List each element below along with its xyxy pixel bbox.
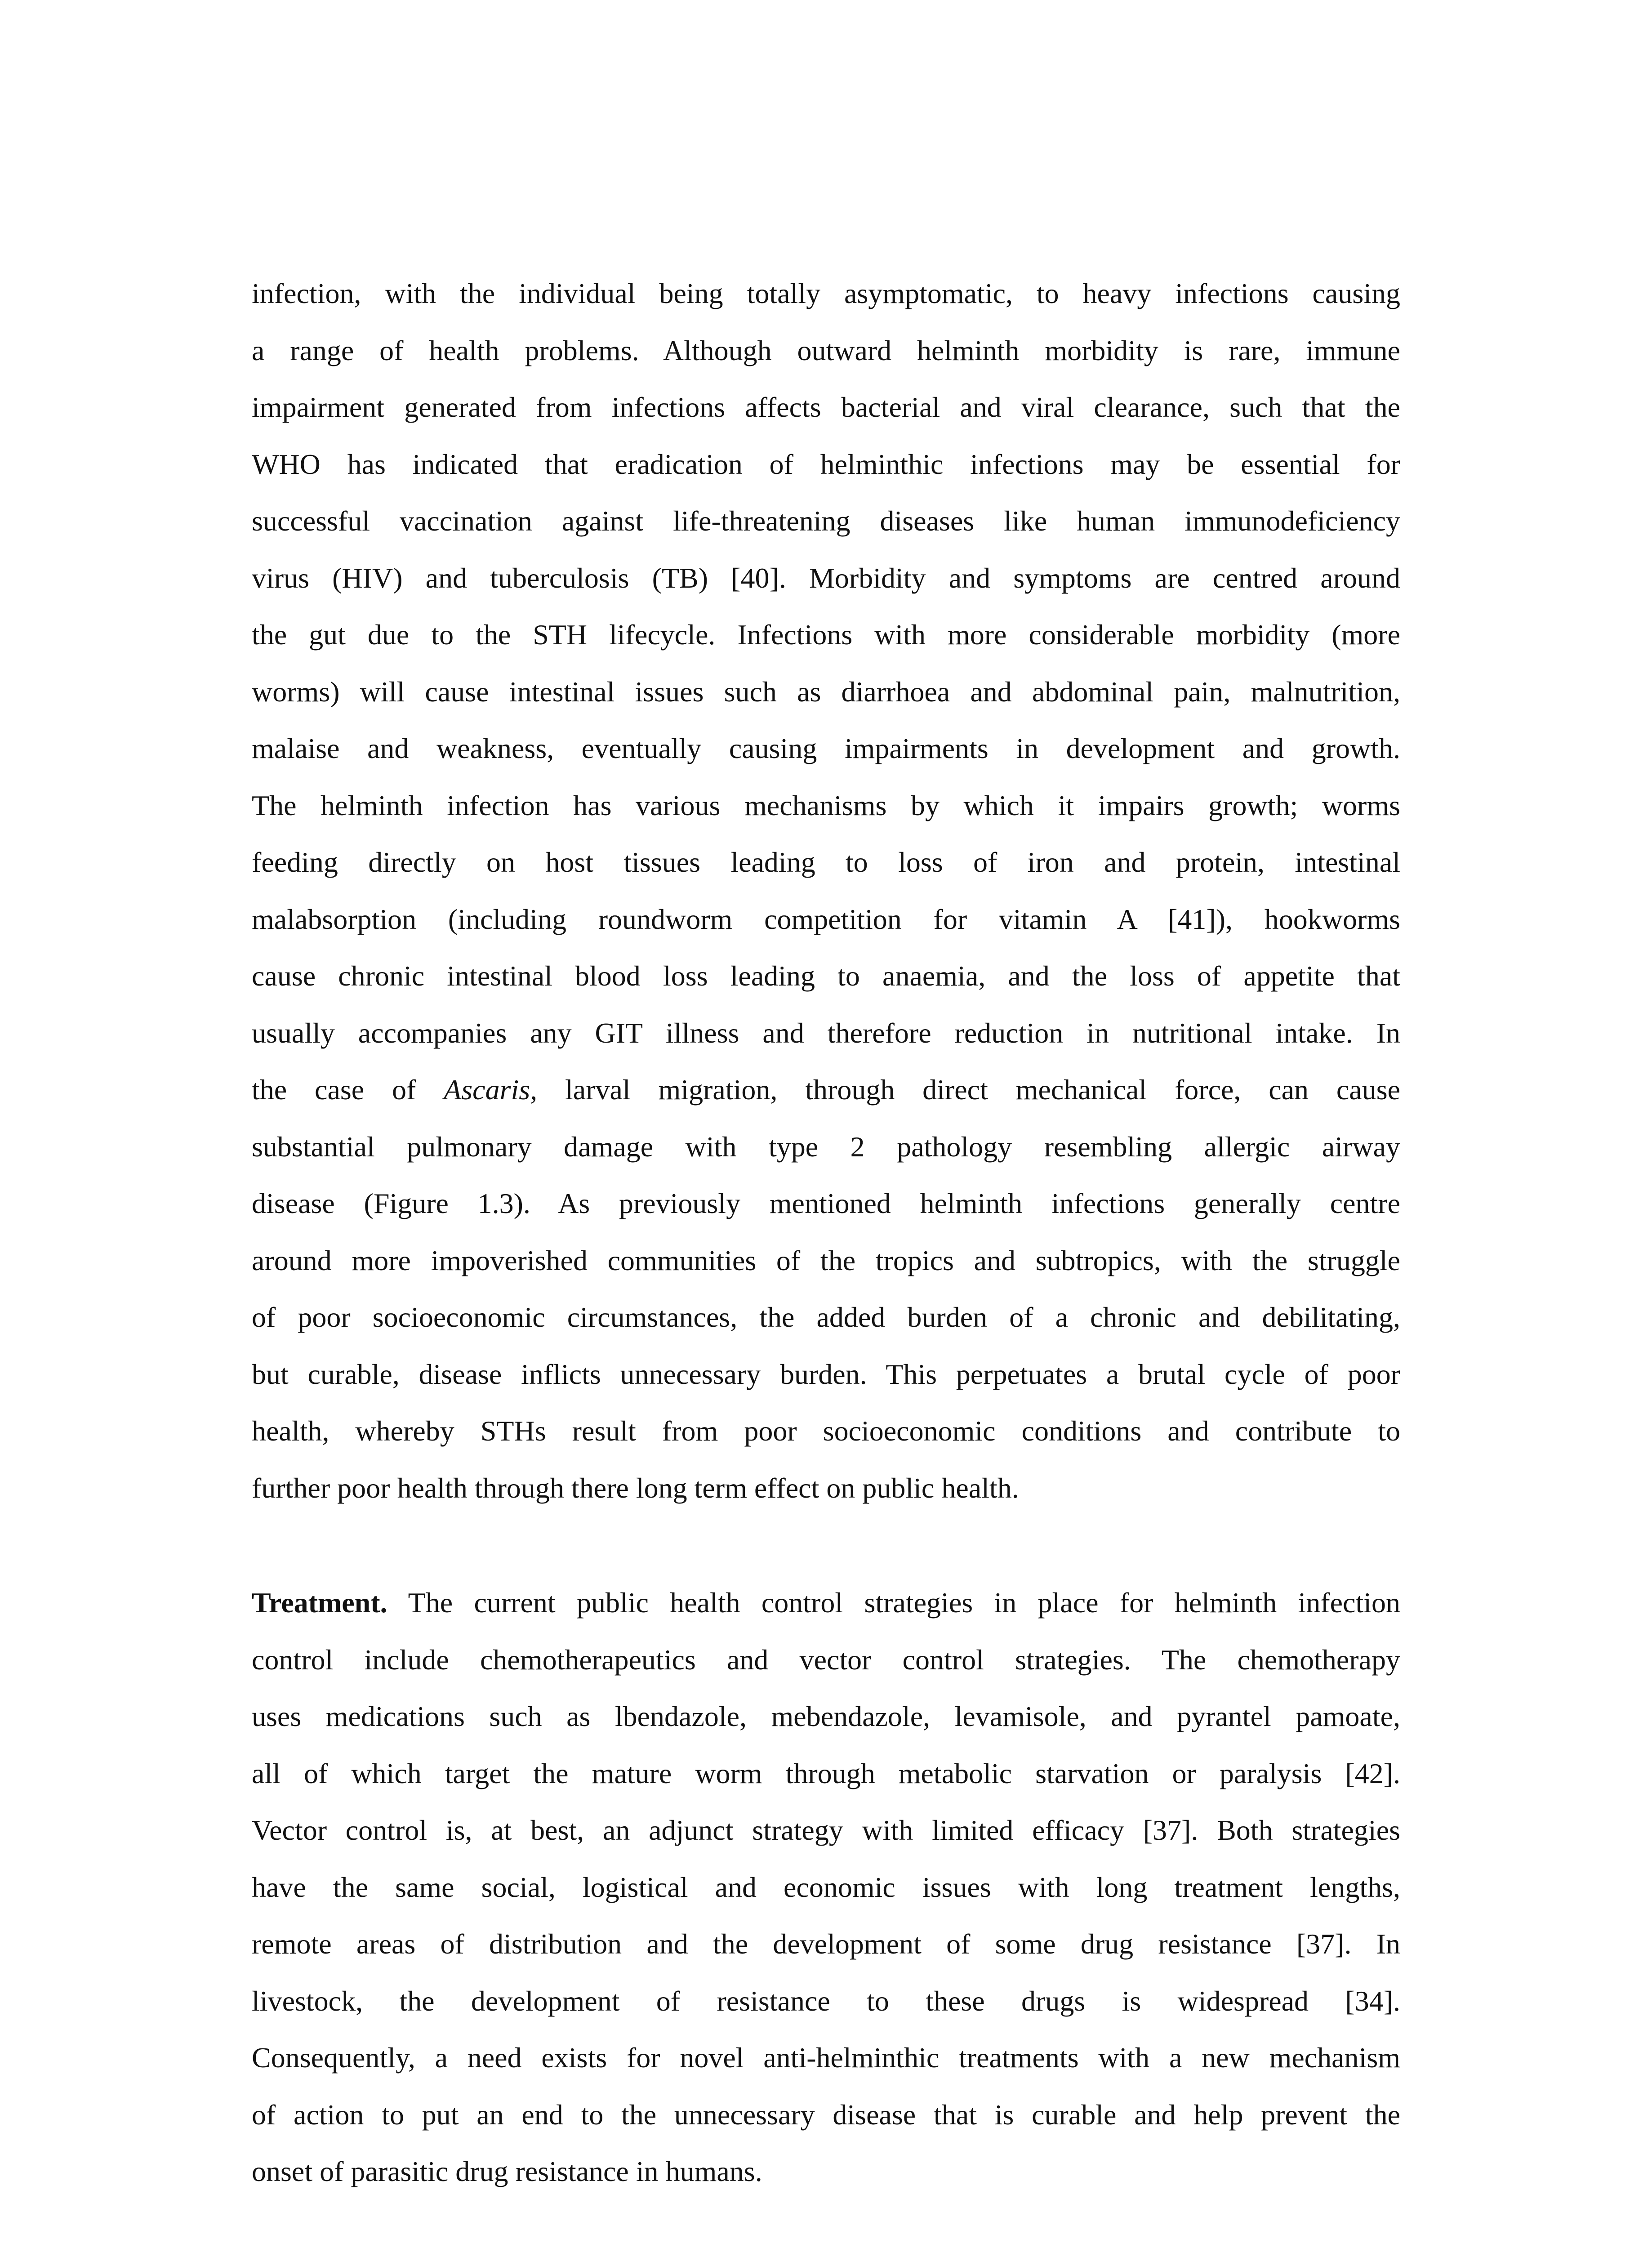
text-line: cause chronic intestinal blood loss leading to anaemia, and the loss of appetite that <box>252 960 1400 992</box>
text-line-treatment-heading <box>252 1574 1400 1632</box>
text-line: the gut due to the STH lifecycle. Infections with more considerable morbidity (more <box>252 619 1400 651</box>
text-line: virus (HIV) and tuberculosis (TB) [40]. Morbidity and symptoms are centred around <box>252 562 1400 594</box>
section-heading-treatment: Treatment. <box>252 1587 387 1619</box>
text-line: onset of parasitic drug resistance in humans. <box>252 2155 762 2187</box>
paragraph-treatment <box>252 1574 1400 2200</box>
text-line: livestock, the development of resistance to these drugs is widespread [34]. <box>252 1985 1400 2017</box>
text-line: usually accompanies any GIT illness and therefore reduction in nutritional intake. In <box>252 1017 1400 1049</box>
text-line: of action to put an end to the unnecessary disease that is curable and help prevent the <box>252 2098 1400 2131</box>
text-segment: The current public health control strategies in place for helminth infection <box>387 1587 1400 1619</box>
text-line: impairment generated from infections affects bacterial and viral clearance, such that the <box>252 391 1400 423</box>
text-line: health, whereby STHs result from poor socioeconomic conditions and contribute to <box>252 1415 1400 1447</box>
text-line: feeding directly on host tissues leading to loss of iron and protein, intestinal <box>252 846 1400 878</box>
paragraph-morbidity <box>252 265 1400 1517</box>
text-line: disease (Figure 1.3). As previously mentioned helminth infections generally centre <box>252 1187 1400 1219</box>
text-segment: , larval migration, through direct mechanical force, can cause <box>530 1074 1401 1106</box>
text-line: malaise and weakness, eventually causing impairments in development and growth. <box>252 732 1400 764</box>
text-line: have the same social, logistical and economic issues with long treatment lengths, <box>252 1871 1400 1903</box>
text-line: Consequently, a need exists for novel anti-helminthic treatments with a new mechanism <box>252 2042 1400 2074</box>
text-line: further poor health through there long term effect on public health. <box>252 1472 1019 1504</box>
text-line: worms) will cause intestinal issues such as diarrhoea and abdominal pain, malnutrition, <box>252 675 1400 708</box>
text-line: all of which target the mature worm through metabolic starvation or paralysis [42]. <box>252 1757 1400 1789</box>
text-line: Vector control is, at best, an adjunct strategy with limited efficacy [37]. Both strategies <box>252 1814 1400 1846</box>
text-line: The helminth infection has various mechanisms by which it impairs growth; worms <box>252 789 1400 821</box>
text-line: remote areas of distribution and the development of some drug resistance [37]. In <box>252 1928 1400 1960</box>
text-line: successful vaccination against life-threatening diseases like human immunodeficiency <box>252 505 1400 537</box>
species-name-ascaris: Ascaris <box>444 1074 530 1106</box>
text-line: malabsorption (including roundworm competition for vitamin A [41]), hookworms <box>252 903 1400 935</box>
text-line: infection, with the individual being totally asymptomatic, to heavy infections causing <box>252 277 1400 309</box>
text-line: control include chemotherapeutics and vector control strategies. The chemotherapy <box>252 1643 1400 1676</box>
text-line: WHO has indicated that eradication of helminthic infections may be essential for <box>252 448 1400 480</box>
text-line: substantial pulmonary damage with type 2 pathology resembling allergic airway <box>252 1130 1400 1163</box>
text-line: uses medications such as lbendazole, mebendazole, levamisole, and pyrantel pamoate, <box>252 1700 1400 1732</box>
text-line-ascaris <box>252 1062 1400 1119</box>
text-line: of poor socioeconomic circumstances, the added burden of a chronic and debilitating, <box>252 1301 1400 1333</box>
text-segment: the case of <box>252 1074 444 1106</box>
text-line: around more impoverished communities of the tropics and subtropics, with the struggle <box>252 1244 1400 1276</box>
text-line: a range of health problems. Although outward helminth morbidity is rare, immune <box>252 334 1400 366</box>
text-line: but curable, disease inflicts unnecessary burden. This perpetuates a brutal cycle of poor <box>252 1358 1400 1390</box>
